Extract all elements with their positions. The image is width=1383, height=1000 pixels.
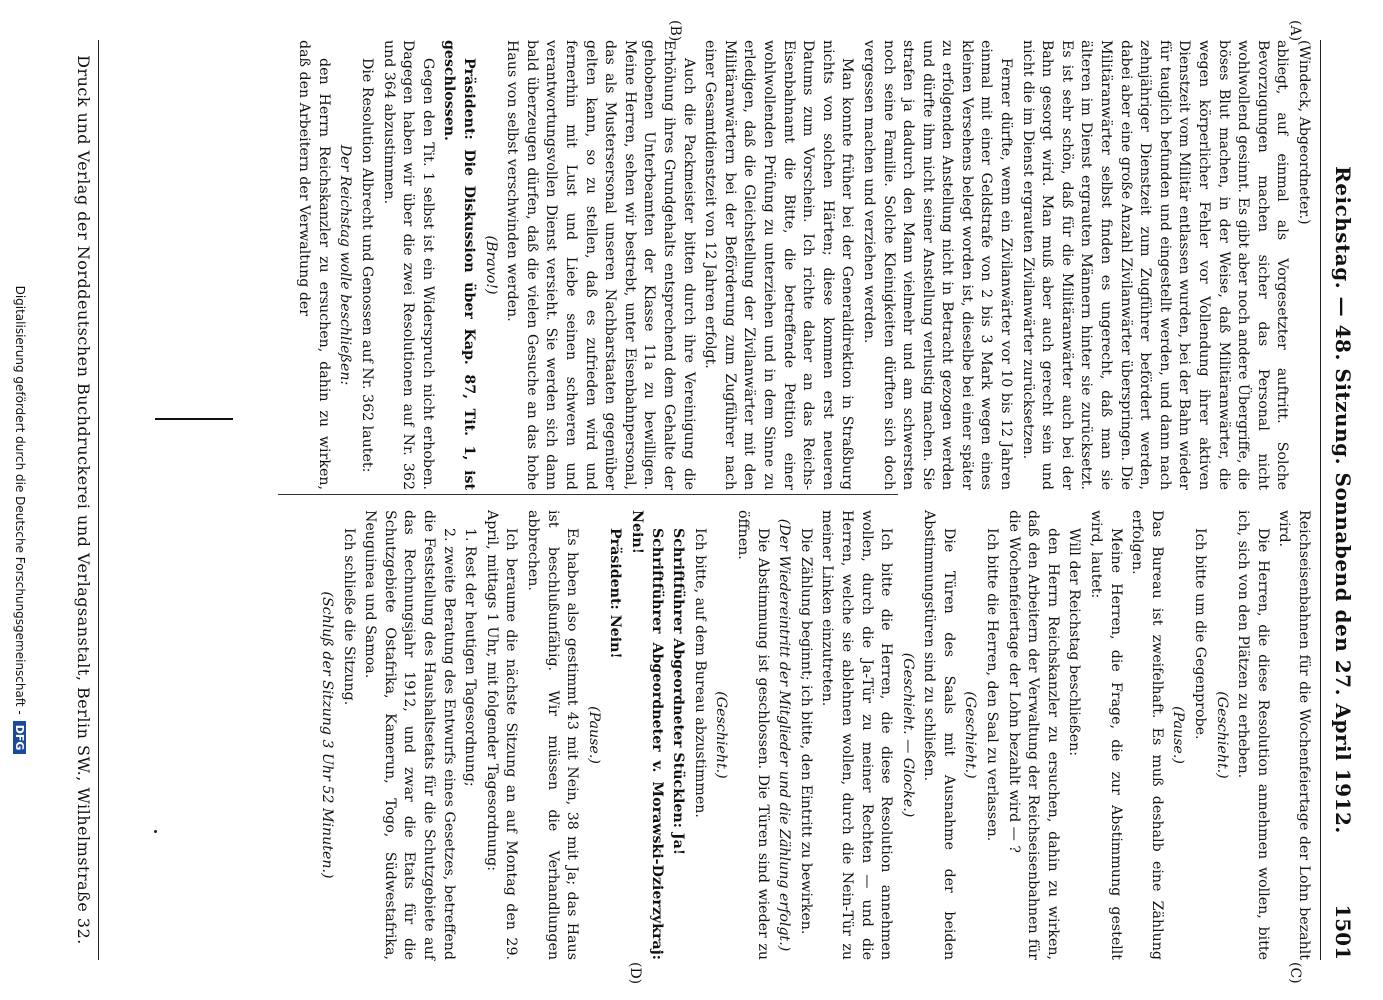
paragraph: den Herrn Reichskanzler zu ersuchen, dahin zu wirken, daß den Arbeitern der Verwaltung der xyxy=(296,40,332,490)
paragraph: Schriftführer Abgeordneter v. Morawski-Dzierzykraj: Nein! xyxy=(629,510,665,960)
paragraph: (Schluß der Sitzung 3 Uhr 52 Minuten.) xyxy=(319,591,336,879)
paragraph: Es haben also gestimmt 43 mit Nein, 38 mit Ja; das Haus ist beschlußunfähig. Wir müssen die Verhandlungen abbrechen. xyxy=(525,510,581,960)
margin-mark-b: (B) xyxy=(667,20,683,42)
paragraph: (Pause.) xyxy=(585,706,602,764)
left-column xyxy=(292,40,1313,490)
paragraph: Ferner dürfte, wenn ein Zivilanwärter vor 10 bis 12 Jahren einmal mit einer Geldstrafe von 2 bis 3 Mark wegen eines kleinen Versehens belegt worden ist, dieselbe bei einer später zu erfolgenden Anstellung nicht in Betracht gezogen werden und dürfte ihm nicht seiner Anstellung verlustig machen. Sie strafen ja dadurch den Mann vielmehr und am schwersten noch seine Familie. Solche Kleinigkeiten dürften sich doch vergessen machen und verziehen werden. xyxy=(860,40,1015,490)
paragraph: Reichseisenbahnen für die Wochenfeiertage der Lohn bezahlt wird. xyxy=(1276,510,1312,960)
paragraph: den Herrn Reichskanzler zu ersuchen, dahin zu wirken, daß den Arbeitern der Verwaltung der Reichseisenbahnen für die Wochenfeiertage der Lohn bezahlt wird — ? xyxy=(1005,510,1061,960)
paragraph: Ich bitte um die Gegenprobe. xyxy=(1192,528,1209,740)
end-rule xyxy=(155,418,233,420)
paragraph: Ich bitte die Herren, die diese Resolution annehmen wollen, durch die Ja-Tür zu meiner Rechten — und die Herren, welche sie ablehnen wollen, durch die Nein-Tür zu meiner Linken einzutreten. xyxy=(819,510,895,960)
paragraph: Präsident: Nein! xyxy=(607,528,624,659)
paragraph: Die Herren, die diese Resolution annehmen wollen, bitte ich, sich von den Plätzen zu erheben. xyxy=(1235,510,1271,960)
paragraph: abliegt, auf einmal als Vorgesetzter auftritt. Solche Bevorzugungen machen sicher das Personal nicht wohlwollend gesinnt. Es gibt aber noch andere Übergriffe, die böses Blut machen, in der Weise, daß Militäranwärter, die wegen körperlicher Fehler vor Vollendung ihrer aktiven Dienstzeit vom Militär entlassen wurden, bei der Bahn wieder für tauglich befunden und eingestellt werden, und dann nach zehnjähriger Dienstzeit zum Zugführer befördert werden, dabei aber eine große Anzahl Zivilanwärter überspringen. Die Militäranwärter selbst finden es ungerecht, daß man sie älteren im Dienst ergrauten Männern hinter sie zurücksetzt. Es ist sehr schön, daß für die Militäranwärter auch bei der Bahn gesorgt wird. Man muß aber auch gerecht sein und nicht die im Dienst ergrauten Zivilanwärter zurücksetzen. xyxy=(1019,40,1291,490)
paragraph: Ich beraume die nächste Sitzung an auf Montag den 29. April, mittags 1 Uhr, mit folgender Tagesordnung: xyxy=(483,510,520,960)
paragraph: Ich bitte, auf dem Bureau abzustimmen. xyxy=(691,528,708,818)
paragraph: (Geschieht.) xyxy=(1213,691,1230,779)
margin-mark-a: (A) xyxy=(1287,20,1303,42)
paragraph: (Bravo!) xyxy=(482,235,499,295)
paragraph: 1. Rest der heutigen Tagesordnung; xyxy=(462,528,479,787)
paragraph: Die Zählung beginnt; ich bitte, den Eintritt zu bewirken. xyxy=(797,528,814,935)
paragraph: (Der Wiedereintritt der Mitglieder und die Zählung erfolgt.) xyxy=(776,518,793,952)
paragraph: Will der Reichstag beschließen: xyxy=(1066,528,1083,757)
paragraph: (Geschieht. — Glocke.) xyxy=(899,652,916,818)
digitization-note xyxy=(13,40,27,1000)
page-header xyxy=(1323,40,1363,960)
paragraph: (Geschieht.) xyxy=(713,691,730,779)
paragraph: Ich bitte die Herren, den Saal zu verlassen. xyxy=(984,528,1001,842)
paragraph: Das Bureau ist zweifelhaft. Es muß deshalb eine Zählung erfolgen. xyxy=(1129,510,1165,960)
paragraph: Gegen den Tit. 1 selbst ist ein Widerspruch nicht erhoben. Dagegen haben wir über die zwei Resolutionen auf Nr. 362 und 364 abzustimmen. xyxy=(380,40,436,490)
page-title: Reichstag. — 48. Sitzung. Sonnabend den 27. April 1912. xyxy=(1331,166,1355,834)
column-divider xyxy=(278,494,898,495)
paragraph: (Pause.) xyxy=(1170,706,1187,764)
printer-imprint: Druck und Verlag der Norddeutschen Buchdruckerei und Verlagsanstalt, Berlin SW., Wilhelmstraße 32. xyxy=(74,55,93,945)
paragraph: 2. zweite Beratung des Entwurfs eines Gesetzes, betreffend die Feststellung des Haushaltsetats für die Schutzgebiete auf das Rechnungsjahr 1912, und zwar die Etats für die Schutzgebiete Ostafrika, Kamerun, Togo, Südwestafrika, Neuguinea und Samoa. xyxy=(362,510,457,960)
dfg-logo: DFG xyxy=(13,721,26,755)
digitization-text: Digitalisierung gefördert durch die Deutsche Forschungsgemeinschaft - xyxy=(13,285,27,715)
paragraph: Präsident: Die Diskussion über Kap. 87, Tit. 1, ist geschlossen. xyxy=(441,40,478,490)
paragraph: Der Reichstag wolle beschließen: xyxy=(337,144,354,386)
paragraph: Die Abstimmung ist geschlossen. Die Türen sind wieder zu öffnen. xyxy=(734,510,771,960)
margin-mark-c: (C) xyxy=(1287,962,1303,984)
margin-mark-d: (D) xyxy=(627,962,643,985)
page-number: 1501 xyxy=(1331,904,1355,960)
paragraph: Die Türen des Saals mit Ausnahme der beiden Abstimmungstüren sind zu schließen. xyxy=(921,510,957,960)
paragraph: (Windeck, Abgeordneter.) xyxy=(1296,40,1312,225)
header-rule xyxy=(1320,40,1321,960)
footer-rule xyxy=(98,40,99,960)
paragraph: Ich schließe die Sitzung. xyxy=(340,528,357,706)
ink-dot xyxy=(154,830,157,833)
paragraph: Man konnte früher bei der Generaldirektion in Straßburg nichts von solchen Härten; diese kommen erst neueren Datums zum Vorschein. Ich richte daher an das Reichs-Eisenbahnamt die Bitte, die betreffende Petition einer wohlwollenden Prüfung zu unterziehen und in dem Sinne zu erledigen, daß die Gleichstellung der Zivilanwärter mit den Militäranwärtern bei der Beförderung zum Zugführer nach einer Gesamtdienstzeit von 12 Jahren erfolgt. xyxy=(702,40,856,490)
paragraph: Auch die Packmeister bitten durch ihre Vereinigung die Erhöhung ihres Grundgehalts entsprechend dem Gehalte der gehobenen Unterbeamten der Klasse 11a zu bewilligen. Meine Herren, sehen wir bestrebt, unter Eisenbahnpersonal, das als Mustersersonal unseren Nachbarstaaten gegenüber gelten kann, so zu stellen, daß es zufrieden wird und fernerhin mit Lust und Liebe seinen schweren und verantwortungsvollen Dienst versieht. Sie werden sich dann bald überzeugen dürfen, daß die vielen Gesuche an das hohe Haus von selbst verschwinden werden. xyxy=(504,40,697,490)
paragraph: Die Resolution Albrecht und Genossen auf Nr. 362 lautet: xyxy=(359,58,376,473)
paragraph: (Geschieht.) xyxy=(962,691,979,779)
right-column xyxy=(315,510,1314,960)
paragraph: Meine Herren, die Frage, die zur Abstimmung gestellt wird, lautet: xyxy=(1088,510,1124,960)
paragraph: Schriftführer Abgeordneter Stücklen: Ja! xyxy=(670,528,687,856)
